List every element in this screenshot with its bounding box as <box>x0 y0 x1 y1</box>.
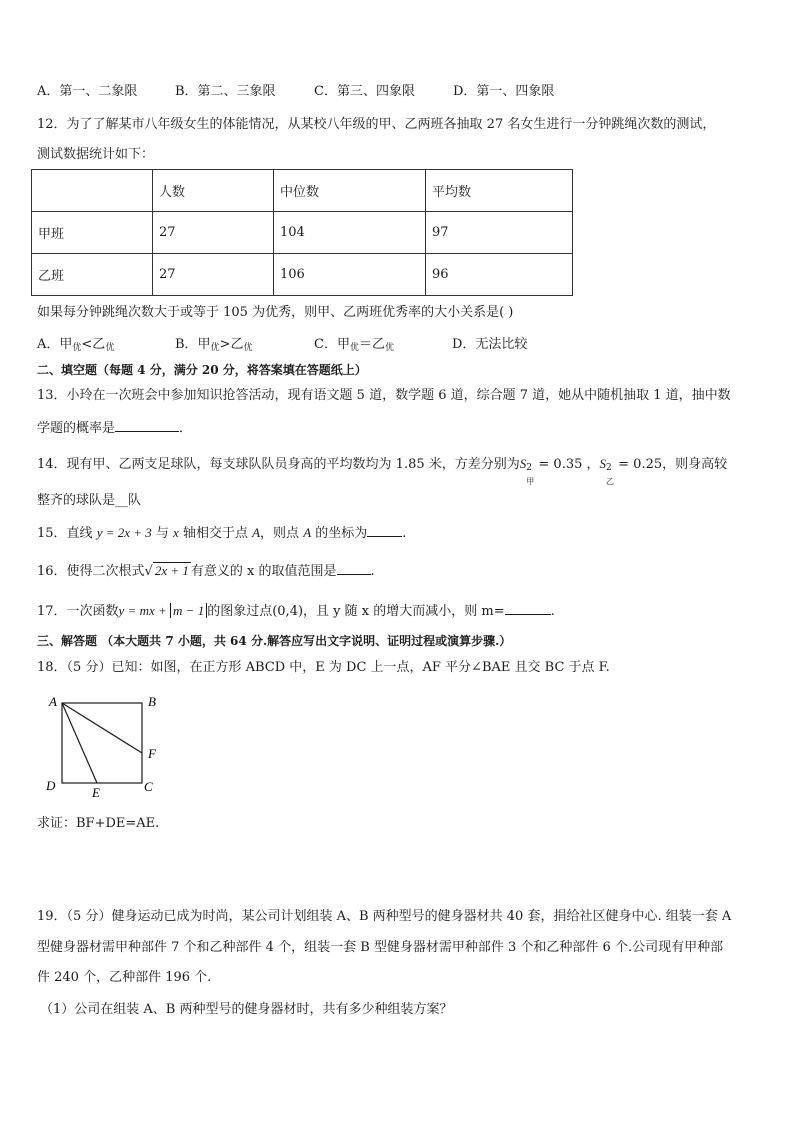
table-cell: 27 <box>153 254 274 296</box>
q11-option-d: D．第一、四象限 <box>453 84 555 99</box>
superscript: 2 <box>606 463 612 473</box>
table-cell: 平均数 <box>426 170 573 212</box>
table-header-row <box>32 170 573 212</box>
q12-stem-line2: 测试数据统计如下： <box>37 147 155 162</box>
section2-heading: 二、填空题（每题 4 分，满分 20 分，将答案填在答题纸上） <box>37 363 367 377</box>
section3-heading: 三、解答题 （本大题共 7 小题，共 64 分.解答应写出文字说明、证明过程或演算步骤.） <box>37 634 512 648</box>
table-cell: 106 <box>274 254 426 296</box>
q15-text: 轴相交于点 <box>178 526 253 541</box>
q11-options <box>37 83 554 101</box>
table-cell: 97 <box>426 212 573 254</box>
table-cell <box>32 170 153 212</box>
option-text: ＝乙 <box>358 337 385 352</box>
q12-option-d: D．无法比较 <box>452 337 528 352</box>
q17-text: ，且 y 随 x 的增大而减小，则 m= <box>303 604 505 619</box>
segment-af <box>62 703 142 753</box>
q14-text: = 0.35 ， <box>534 457 600 472</box>
table-row <box>32 212 573 254</box>
q13-line1: 13．小玲在一次班会中参加知识抢答活动，现有语文题 5 道，数学题 6 道，综合题 7 道，她从中随机抽取 1 道，抽中数 <box>37 388 731 403</box>
q15-text: 与 <box>151 526 174 541</box>
label-d: D <box>46 778 56 793</box>
q13-text: 学题的概率是 <box>37 421 116 436</box>
absolute-value: m − 1 <box>170 603 207 618</box>
label-b: B <box>148 694 156 709</box>
q18-proof: 求证：BF+DE=AE. <box>37 816 160 831</box>
equation: y = 2x + 3 <box>96 525 152 540</box>
q11-option-b: B．第二、三象限 <box>175 84 276 99</box>
answer-blank[interactable] <box>505 601 551 615</box>
option-text: <乙 <box>81 337 106 352</box>
point-coordinate: (0,4) <box>272 604 304 619</box>
q13-text: ． <box>179 421 193 436</box>
label-f: F <box>148 746 156 761</box>
q14-text: 14．现有甲、乙两支足球队，每支球队队员身高的平均数均为 1.85 米，方差分别为 <box>37 457 520 472</box>
table-cell: 96 <box>426 254 573 296</box>
q19-sub1: （1）公司在组装 A、B 两种型号的健身器材时，共有多少种组装方案？ <box>40 1002 453 1017</box>
option-text: C．甲 <box>314 337 350 352</box>
table-cell: 乙班 <box>32 254 153 296</box>
q14-text: = 0.25，则身高较 <box>614 457 728 472</box>
q17-text: 的图象过点 <box>207 604 273 619</box>
q11-option-a: A．第一、二象限 <box>37 84 138 99</box>
q11-option-c: C．第三、四象限 <box>314 84 415 99</box>
label-e: E <box>92 785 100 800</box>
variance-symbol: S <box>519 456 527 471</box>
q12-options <box>37 336 527 357</box>
superscript: 2 <box>526 463 532 473</box>
option-text: A．甲 <box>37 337 73 352</box>
q15-text: 15．直线 <box>37 526 97 541</box>
table-cell: 甲班 <box>32 212 153 254</box>
q17-text: 17．一次函数 <box>37 604 119 619</box>
subscript: 优 <box>384 343 394 353</box>
subscript: 优 <box>349 343 359 353</box>
option-text: B．甲 <box>175 337 211 352</box>
q14-line1 <box>37 455 728 486</box>
answer-blank[interactable] <box>115 418 179 432</box>
q16-text: 16．使得二次根式 <box>37 564 145 579</box>
q19-line3: 件 240 个，乙种部件 196 个. <box>37 970 212 985</box>
subscript: 优 <box>72 343 82 353</box>
table-cell: 27 <box>153 212 274 254</box>
label-c: C <box>144 779 153 794</box>
q14-line2: 整齐的球队是__队 <box>37 493 142 508</box>
q15-text: . <box>402 526 407 541</box>
q17-text: . <box>550 604 555 619</box>
variable: A <box>303 525 312 540</box>
square-figure <box>40 690 170 802</box>
q12-option-a <box>37 336 175 357</box>
sqrt-icon: √ <box>144 564 153 579</box>
q15-line <box>37 523 406 543</box>
q12-table <box>31 169 573 296</box>
q16-line <box>37 561 375 581</box>
variable: x <box>173 525 179 540</box>
q16-text: . <box>370 564 375 579</box>
q12-option-b <box>175 336 314 357</box>
table-cell: 人数 <box>153 170 274 212</box>
q17-line <box>37 601 555 621</box>
segment-ae <box>62 703 97 783</box>
subscript: 优 <box>210 343 220 353</box>
q19-line2: 型健身器材需甲种部件 7 个和乙种部件 4 个，组装一套 B 型健身器材需甲种部件 3 个和乙种部件 6 个.公司现有甲种部 <box>37 940 724 955</box>
q12-stem-line1: 12．为了了解某市八年级女生的体能情况，从某校八年级的甲、乙两班各抽取 27 名女生进行一分钟跳绳次数的测试， <box>37 117 716 132</box>
square-abcd <box>62 703 142 783</box>
q13-line2 <box>37 418 192 438</box>
q18-stem: 18．（5 分）已知：如图，在正方形 ABCD 中，E 为 DC 上一点，AF 平分∠BAE 且交 BC 于点 F. <box>37 660 610 675</box>
variance-symbol: S <box>599 456 607 471</box>
q12-option-c <box>314 336 452 357</box>
q19-line1: 19．（5 分）健身运动已成为时尚，某公司计划组装 A、B 两种型号的健身器材共 40 套，捐给社区健身中心. 组装一套 A <box>37 909 732 924</box>
table-row <box>32 254 573 296</box>
q16-text: 有意义的 x 的取值范围是 <box>190 564 337 579</box>
answer-blank[interactable] <box>337 561 371 575</box>
subscript: 甲 <box>526 477 535 486</box>
variable: A <box>252 525 261 540</box>
table-cell: 中位数 <box>274 170 426 212</box>
radicand: 2x + 1 <box>154 563 189 578</box>
equation: y = mx + <box>118 603 171 618</box>
q15-text: ，则点 <box>260 526 304 541</box>
answer-blank[interactable] <box>367 523 402 537</box>
table-cell: 104 <box>274 212 426 254</box>
label-a: A <box>49 694 57 709</box>
q15-text: 的坐标为 <box>311 526 368 541</box>
q12-question: 如果每分钟跳绳次数大于或等于 105 为优秀，则甲、乙两班优秀率的大小关系是( ) <box>37 305 514 320</box>
option-text: >乙 <box>219 337 244 352</box>
subscript: 优 <box>243 343 253 353</box>
subscript: 乙 <box>606 477 615 486</box>
subscript: 优 <box>105 343 115 353</box>
